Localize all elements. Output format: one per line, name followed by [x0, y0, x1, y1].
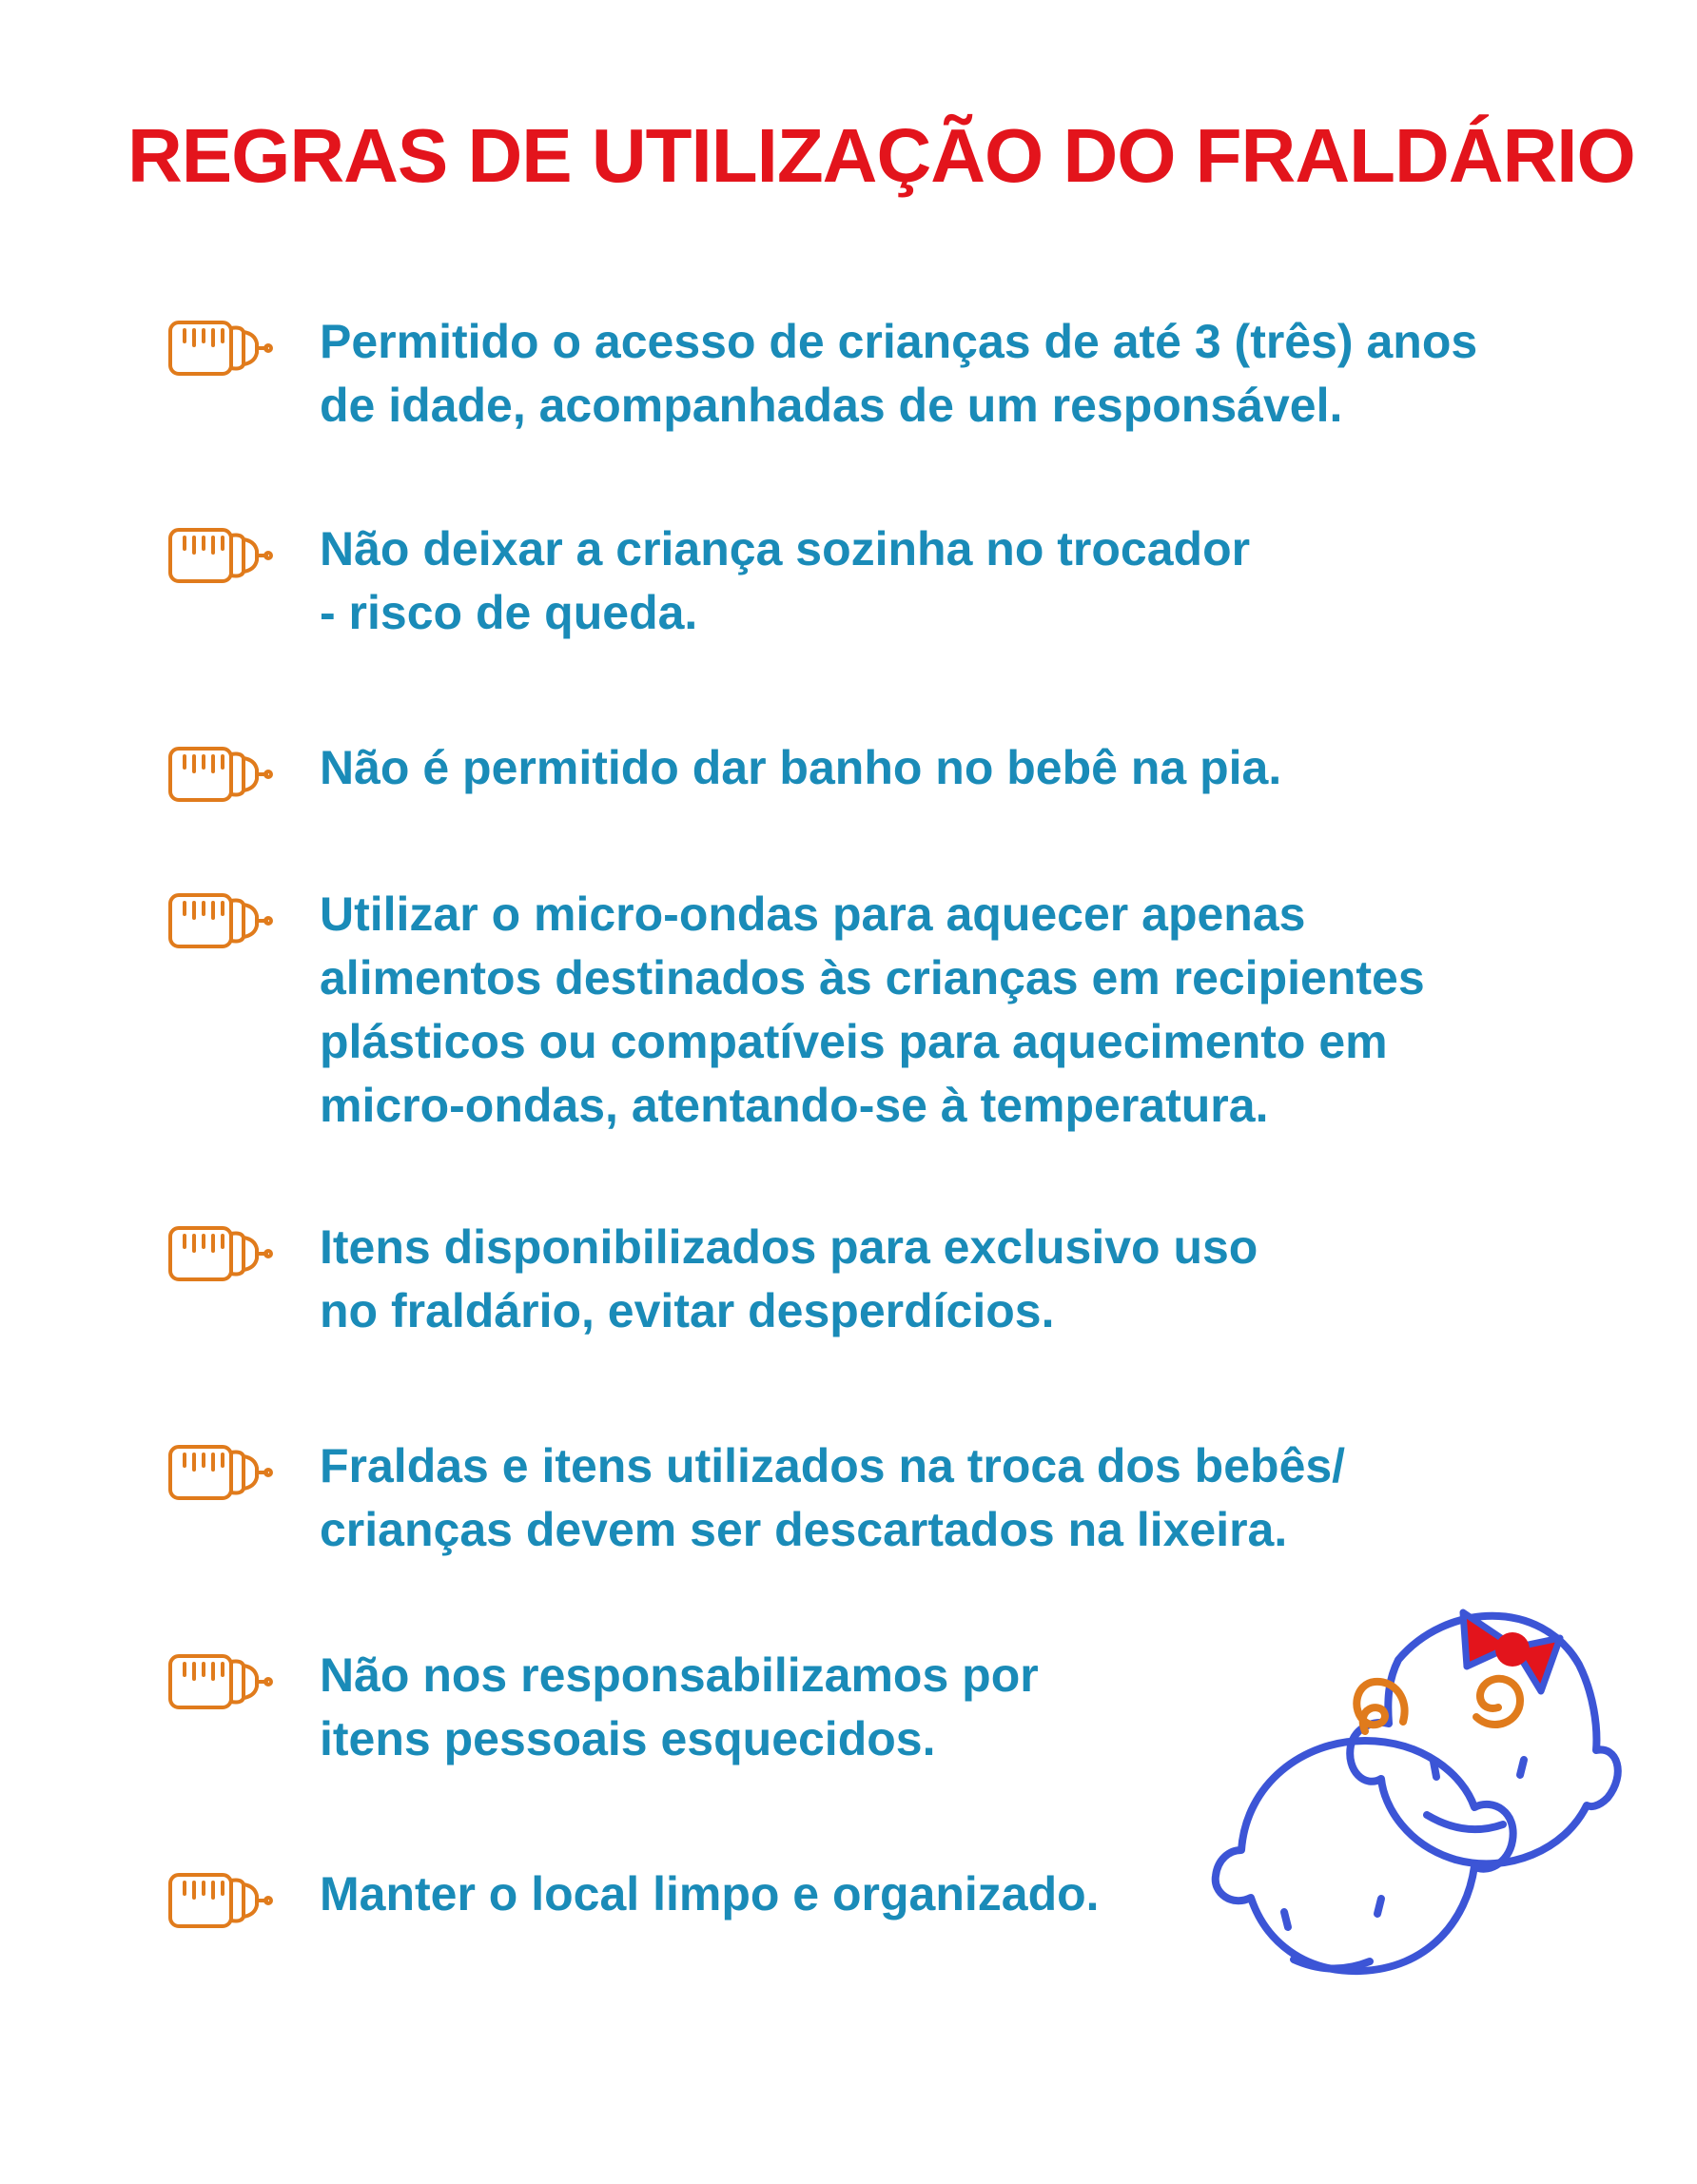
baby-bottle-icon: [167, 1443, 274, 1502]
rule-line: Utilizar o micro-ondas para aquecer apenas: [320, 887, 1306, 941]
baby-bottle-icon: [167, 526, 274, 585]
rule-line: crianças devem ser descartados na lixeira.: [320, 1503, 1288, 1556]
rule-line: plásticos ou compatíveis para aquecimento em: [320, 1015, 1388, 1068]
rule-line: Fraldas e itens utilizados na troca dos bebês/: [320, 1439, 1346, 1492]
rule-text: [320, 1216, 1537, 1343]
rule-line: Itens disponibilizados para exclusivo uso: [320, 1220, 1258, 1274]
rule-line: Manter o local limpo e organizado.: [320, 1867, 1100, 1921]
rule-line: Não é permitido dar banho no bebê na pia.: [320, 741, 1282, 794]
rule-line: no fraldário, evitar desperdícios.: [320, 1284, 1055, 1337]
baby-bottle-icon: [167, 1652, 274, 1711]
rule-line: micro-ondas, atentando-se à temperatura.: [320, 1079, 1269, 1132]
baby-faces-icon: [1161, 1522, 1636, 2055]
rule-text: [320, 883, 1537, 1138]
rule-line: alimentos destinados às crianças em recipientes: [320, 951, 1425, 1004]
baby-bottle-icon: [167, 1224, 274, 1283]
rule-line: - risco de queda.: [320, 586, 698, 639]
baby-bottle-icon: [167, 319, 274, 378]
baby-bottle-icon: [167, 1871, 274, 1930]
baby-bottle-icon: [167, 745, 274, 804]
rule-text: [320, 736, 1537, 800]
rule-line: Não deixar a criança sozinha no trocador: [320, 522, 1251, 575]
rule-text: [320, 517, 1537, 645]
rule-line: itens pessoais esquecidos.: [320, 1712, 936, 1765]
rule-line: de idade, acompanhadas de um responsável.: [320, 379, 1343, 432]
baby-bottle-icon: [167, 891, 274, 950]
rule-text: [320, 310, 1537, 438]
page-title: REGRAS DE UTILIZAÇÃO DO FRALDÁRIO: [127, 113, 1635, 198]
rule-line: Não nos responsabilizamos por: [320, 1648, 1039, 1702]
rule-line: Permitido o acesso de crianças de até 3 (três) anos: [320, 315, 1478, 368]
